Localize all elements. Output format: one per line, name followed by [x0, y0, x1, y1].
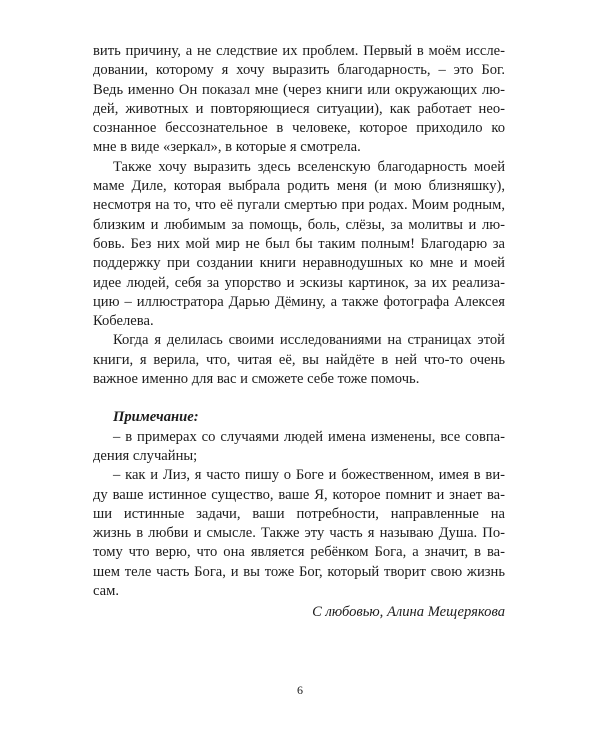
page-number: 6	[297, 683, 303, 697]
paragraph-2	[93, 158, 505, 332]
text-line: бовь. Без них мой мир не был бы таким полным! Благодарю за	[93, 235, 505, 252]
text-line: – как и Лиз, я часто пишу о Боге и божественном, имея в ви-	[113, 467, 505, 484]
text-line: поддержку при создании книги неравнодушных ко мне и моей	[93, 255, 505, 272]
note-section	[93, 408, 505, 601]
text-line: идее людей, себя за упорство и эскизы картинок, за их реализа-	[93, 274, 505, 291]
text-line: мне в виде «зеркал», в которые я смотрела.	[93, 139, 361, 156]
text-line: Кобелева.	[93, 313, 154, 330]
paragraph-1	[93, 42, 505, 158]
text-line: Ведь именно Он показал мне (через книги или окружающих лю-	[93, 81, 505, 98]
paragraph-3	[93, 331, 505, 389]
text-line: дения случайны;	[93, 447, 198, 464]
text-line: шем теле часть Бога, и вы тоже Бог, который творит свою жизнь	[93, 563, 505, 580]
text-line: ши истинные задачи, ваши потребности, направленные на	[93, 505, 505, 522]
text-line: ду ваше истинное существо, ваше Я, которое помнит и знает ва-	[93, 486, 505, 503]
paragraph-gap	[93, 389, 505, 408]
text-line: книги, я верила, что, читая её, вы найдёте в ней что-то очень	[93, 351, 505, 368]
text-line: вить причину, а не следствие их проблем. Первый в моём иссле-	[93, 43, 505, 59]
text-line: несмотря на то, что её пугали смертью при родах. Моим родным,	[93, 197, 505, 214]
text-line: Когда я делилась своими исследованиями на страницах этой	[113, 332, 505, 349]
text-line: близким и любимым за помощь, боль, слёзы, за молитвы и лю-	[93, 216, 505, 233]
text-line: важное именно для вас и сможете себе тоже помочь.	[93, 371, 420, 388]
signature: С любовью, Алина Мещерякова	[312, 604, 505, 621]
text-line: сознанное бессознательное в человеке, которое приходило ко	[93, 120, 505, 137]
text-line: Также хочу выразить здесь вселенскую благодарность моей	[113, 158, 505, 175]
page-body	[93, 42, 505, 623]
text-line: – в примерах со случаями людей имена изменены, все совпа-	[113, 428, 505, 445]
text-line: сам.	[93, 583, 120, 600]
text-line: тому что верю, что она является ребёнком Бога, а значит, в ва-	[93, 544, 505, 561]
text-line: маме Диле, которая выбрала родить меня (и мою близняшку),	[93, 178, 505, 195]
text-line: довании, которому я хочу выразить благодарность, – это Бог.	[93, 62, 505, 79]
text-line: дей, животных и повторяющиеся ситуации), как работает нео-	[93, 100, 505, 117]
note-heading: Примечание:	[113, 409, 199, 426]
text-line: жизнь в любви и смысле. Также эту часть я называю Душа. По-	[93, 525, 505, 542]
text-line: цию – иллюстратора Дарью Дёмину, а также фотографа Алексея	[93, 293, 505, 310]
